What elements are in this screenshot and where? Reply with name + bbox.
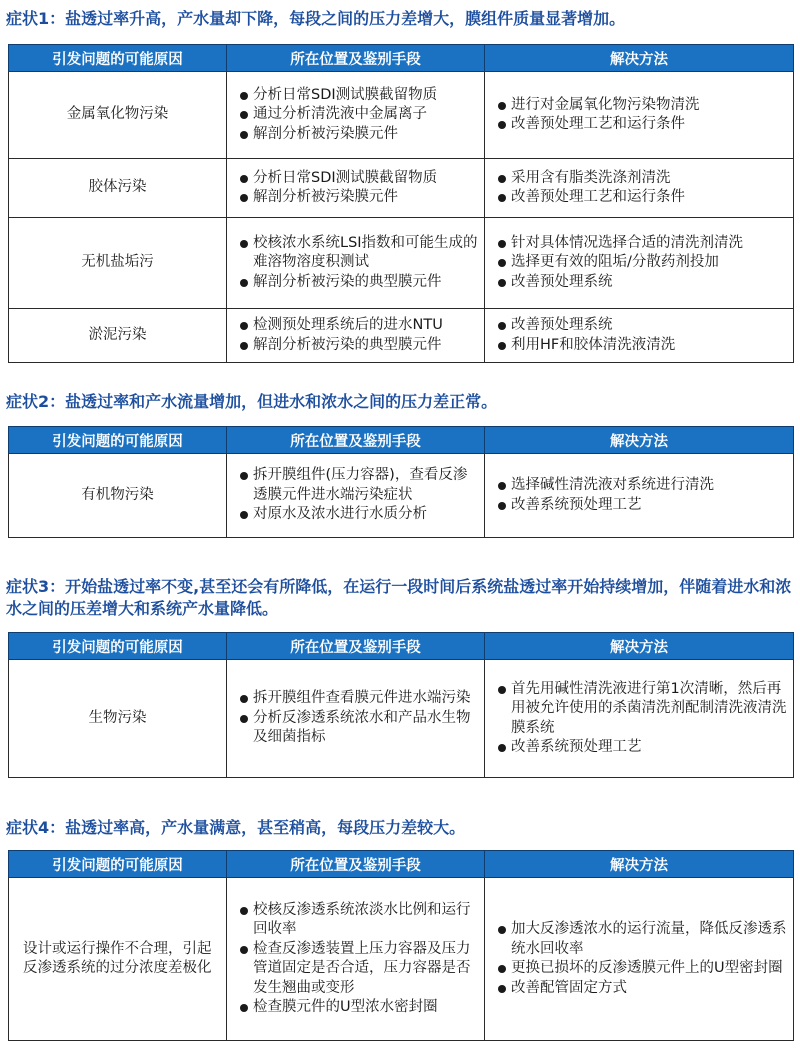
table-row [9,309,794,363]
header-location: 所在位置及鉴别手段 [227,427,485,454]
list-item: 改善预处理系统 [497,273,787,293]
list-item: 选择碱性清洗液对系统进行清洗 [497,476,787,496]
table-row [9,454,794,538]
symptom-4-text: 盐透过率高，产水量满意，甚至稍高，每段压力差较大。 [65,818,466,837]
cause-cell: 金属氧化物污染 [9,72,227,159]
solution-cell [485,72,794,159]
solution-cell [485,454,794,538]
cause-cell: 淤泥污染 [9,309,227,363]
header-cause: 引发问题的可能原因 [9,851,227,878]
solution-cell [485,660,794,778]
list-item: 拆开膜组件(压力容器)，查看反渗透膜元件进水端污染症状 [239,466,478,505]
header-location: 所在位置及鉴别手段 [227,45,485,72]
symptom-2-title [6,391,794,413]
table-row [9,878,794,1041]
table-row [9,72,794,159]
list-item: 改善预处理工艺和运行条件 [497,188,787,208]
cause-cell: 设计或运行操作不合理，引起反渗透系统的过分浓度差极化 [9,878,227,1041]
cause-cell: 有机物污染 [9,454,227,538]
list-item: 校核反渗透系统浓淡水比例和运行回收率 [239,901,478,940]
list-item: 加大反渗透浓水的运行流量，降低反渗透系统水回收率 [497,920,787,959]
header-location: 所在位置及鉴别手段 [227,851,485,878]
symptom-4-title [6,817,794,839]
location-cell [227,878,485,1041]
table-header-row [9,851,794,878]
location-cell [227,454,485,538]
symptom-1-table [8,44,794,363]
location-cell [227,660,485,778]
solution-cell [485,878,794,1041]
list-item: 改善预处理工艺和运行条件 [497,115,787,135]
solution-cell [485,309,794,363]
list-item: 改善系统预处理工艺 [497,496,787,516]
header-solution: 解决方法 [485,45,794,72]
table-header-row [9,633,794,660]
location-cell [227,72,485,159]
header-cause: 引发问题的可能原因 [9,45,227,72]
location-cell [227,218,485,309]
list-item: 解剖分析被污染膜元件 [239,188,478,208]
table-row [9,159,794,218]
symptom-3-text: 开始盐透过率不变,甚至还会有所降低，在运行一段时间后系统盐透过率开始持续增加，伴随着进水和浓水之间的压差增大和系统产水量降低。 [6,577,792,618]
symptom-1-title [6,8,794,30]
list-item: 解剖分析被污染的典型膜元件 [239,336,478,356]
table-row [9,218,794,309]
symptom-4-tag: 症状4： [6,818,66,837]
list-item: 分析日常SDI测试膜截留物质 [239,169,478,189]
list-item: 解剖分析被污染膜元件 [239,125,478,145]
table-header-row [9,427,794,454]
table-header-row [9,45,794,72]
location-cell [227,159,485,218]
list-item: 检查反渗透装置上压力容器及压力管道固定是否合适，压力容器是否发生翘曲或变形 [239,940,478,999]
list-item: 校核浓水系统LSI指数和可能生成的难溶物溶度积测试 [239,234,478,273]
location-cell [227,309,485,363]
symptom-4-table [8,850,794,1041]
list-item: 利用HF和胶体清洗液清洗 [497,336,787,356]
list-item: 采用含有脂类洗涤剂清洗 [497,169,787,189]
symptom-2-table [8,426,794,538]
list-item: 针对具体情况选择合适的清洗剂清洗 [497,234,787,254]
list-item: 解剖分析被污染的典型膜元件 [239,273,478,293]
cause-cell: 胶体污染 [9,159,227,218]
symptom-3-tag: 症状3： [6,577,66,596]
header-solution: 解决方法 [485,633,794,660]
list-item: 改善预处理系统 [497,316,787,336]
header-solution: 解决方法 [485,851,794,878]
header-cause: 引发问题的可能原因 [9,427,227,454]
header-cause: 引发问题的可能原因 [9,633,227,660]
list-item: 更换已损坏的反渗透膜元件上的U型密封圈 [497,959,787,979]
list-item: 改善系统预处理工艺 [497,738,787,758]
solution-cell [485,218,794,309]
list-item: 进行对金属氧化物污染物清洗 [497,96,787,116]
list-item: 拆开膜组件查看膜元件进水端污染 [239,689,478,709]
table-row [9,660,794,778]
symptom-3-table [8,632,794,778]
list-item: 检测预处理系统后的进水NTU [239,316,478,336]
symptom-1-text: 盐透过率升高，产水量却下降，每段之间的压力差增大，膜组件质量显著增加。 [65,9,626,28]
symptom-3-title [6,576,794,620]
list-item: 首先用碱性清洗液进行第1次清晰，然后再用被允许使用的杀菌清洗剂配制清洗液清洗膜系统 [497,680,787,739]
cause-cell: 无机盐垢污 [9,218,227,309]
symptom-1-tag: 症状1： [6,9,66,28]
list-item: 分析反渗透系统浓水和产品水生物及细菌指标 [239,709,478,748]
list-item: 通过分析清洗液中金属离子 [239,105,478,125]
list-item: 对原水及浓水进行水质分析 [239,505,478,525]
list-item: 改善配管固定方式 [497,979,787,999]
header-solution: 解决方法 [485,427,794,454]
symptom-2-tag: 症状2： [6,392,66,411]
symptom-2-text: 盐透过率和产水流量增加，但进水和浓水之间的压力差正常。 [65,392,498,411]
cause-cell: 生物污染 [9,660,227,778]
list-item: 检查膜元件的U型浓水密封圈 [239,998,478,1018]
solution-cell [485,159,794,218]
list-item: 选择更有效的阻垢/分散药剂投加 [497,253,787,273]
list-item: 分析日常SDI测试膜截留物质 [239,86,478,106]
header-location: 所在位置及鉴别手段 [227,633,485,660]
